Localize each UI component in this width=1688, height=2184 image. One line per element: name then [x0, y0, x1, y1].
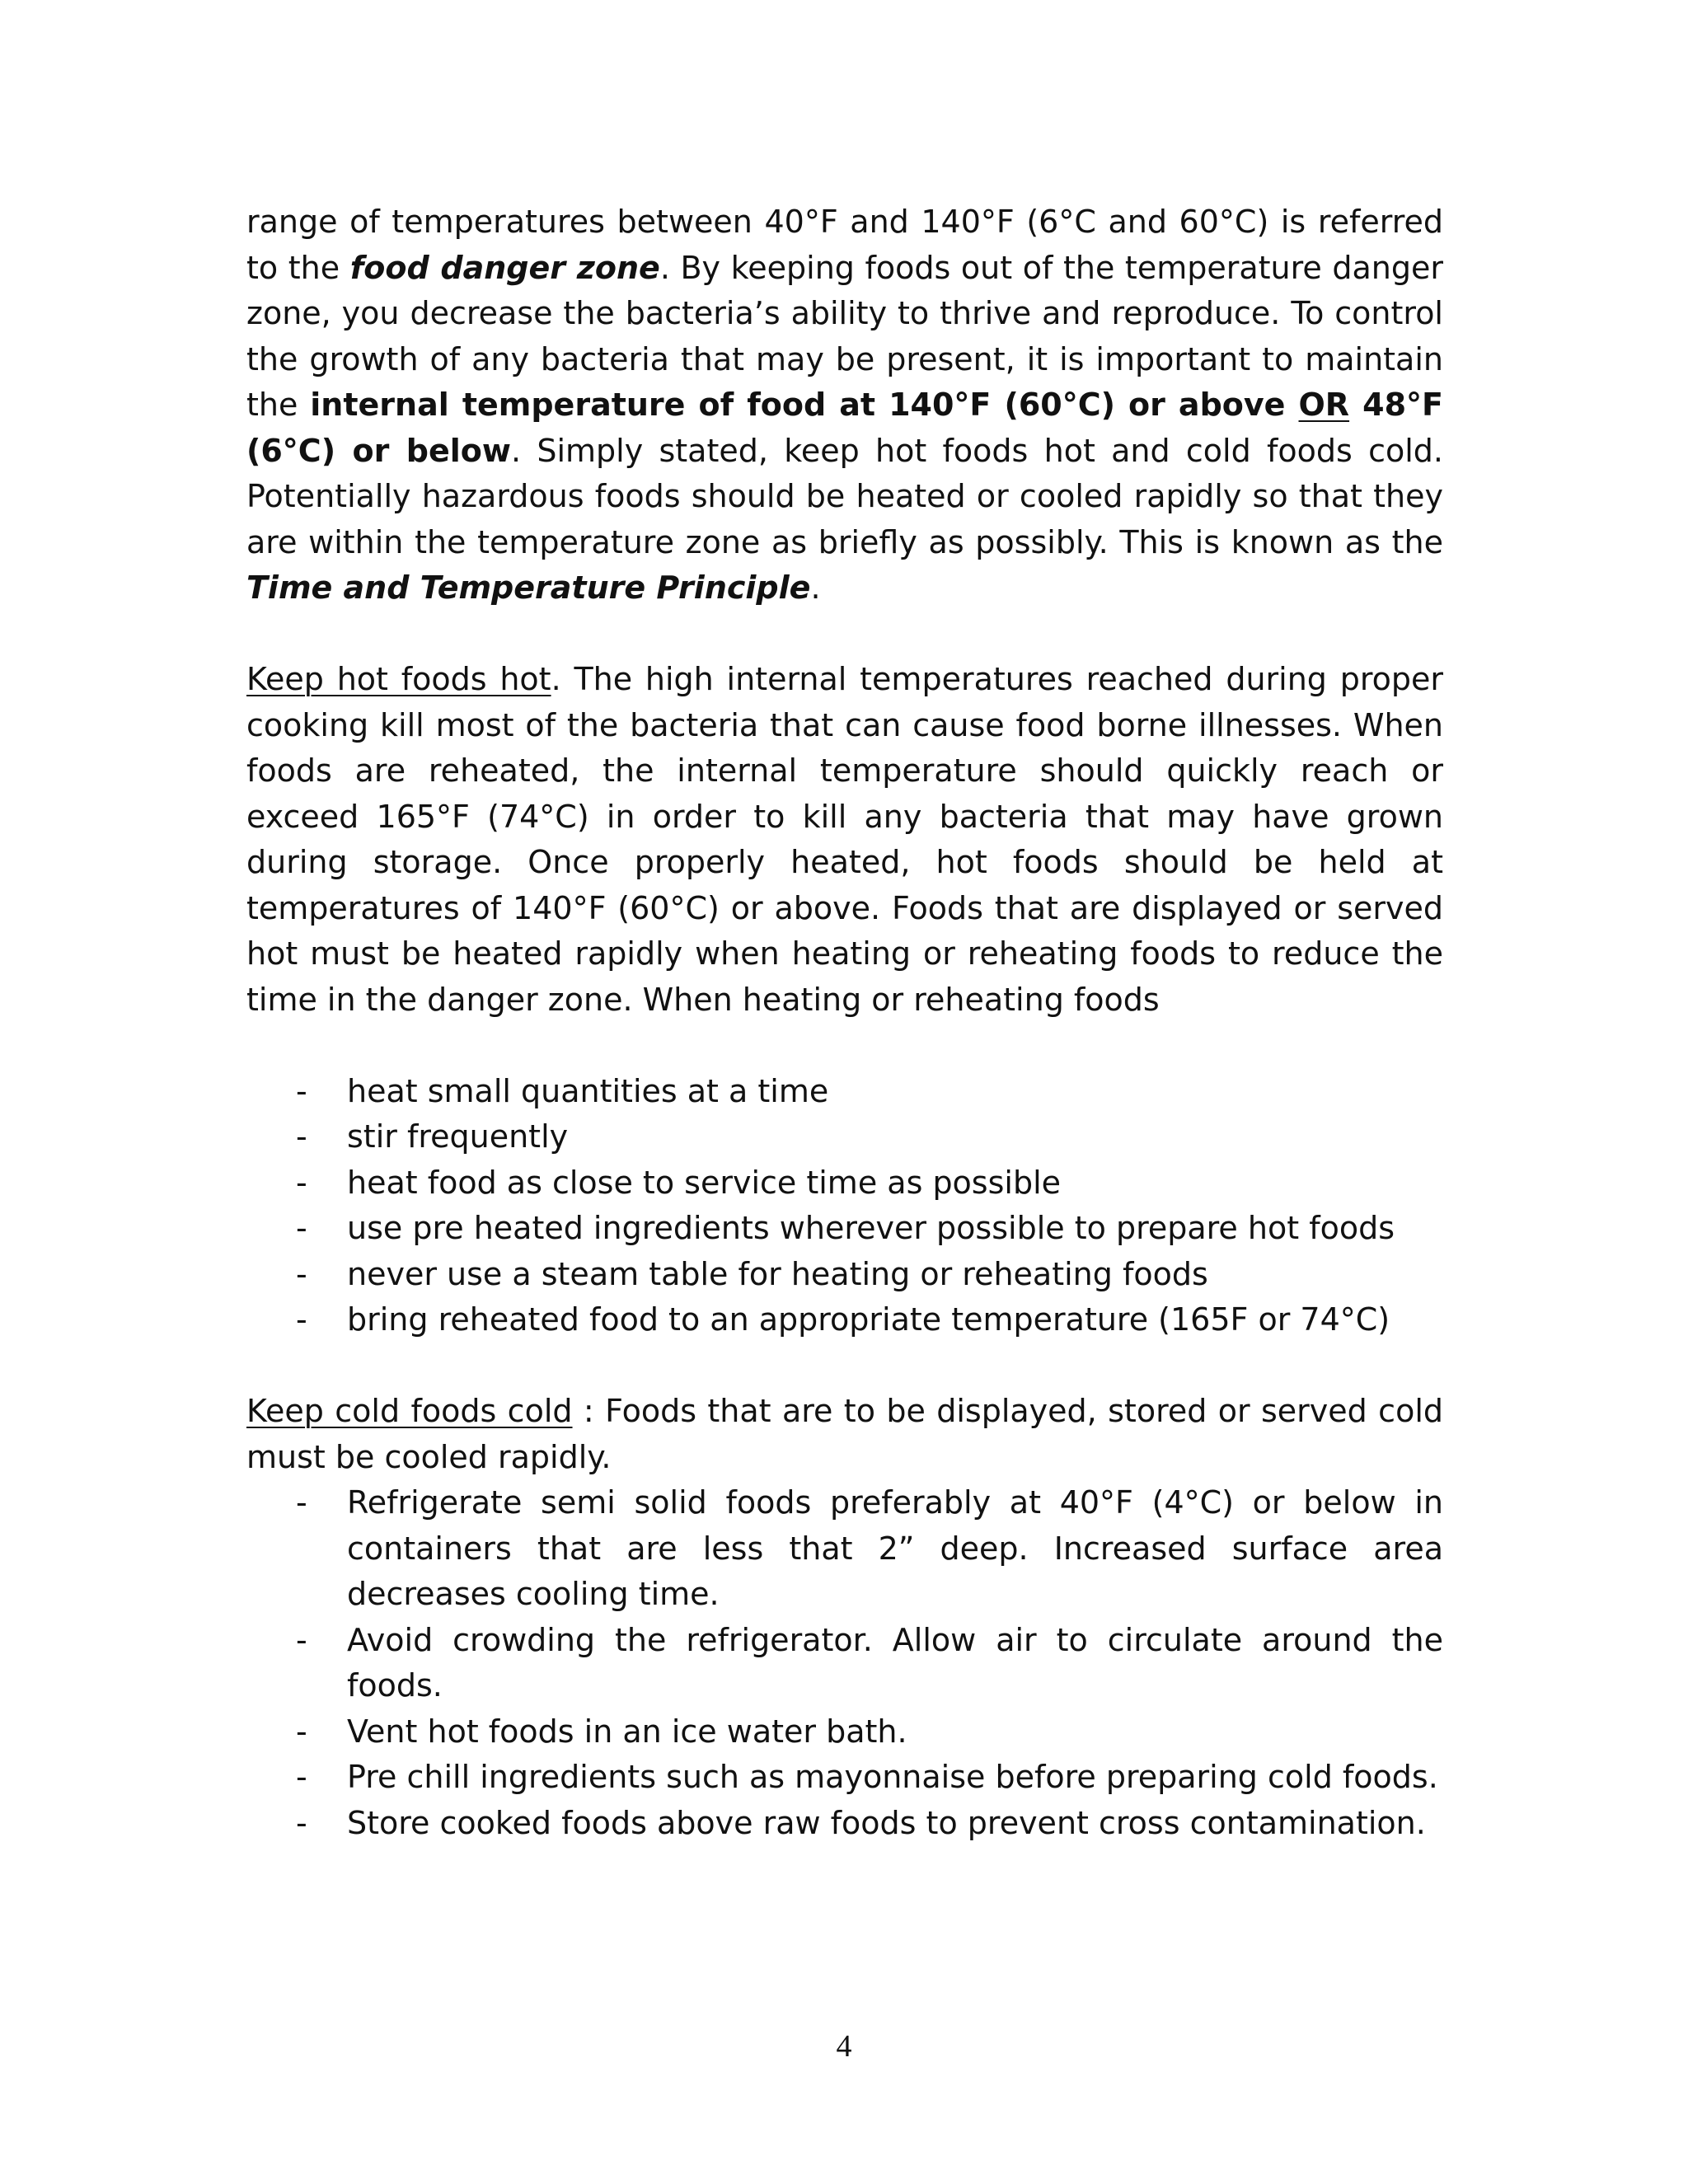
dash-bullet: - — [296, 1072, 307, 1109]
dash-bullet: - — [296, 1301, 307, 1338]
time-temperature-principle-term: Time and Temperature Principle — [246, 569, 811, 606]
intro-text: . — [810, 569, 821, 606]
list-item-text: heat food as close to service time as possible — [347, 1164, 1062, 1201]
list-item-text: Refrigerate semi solid foods preferably at 40°F (4°C) or below in containers that are less that 2” deep. Increased surface area decreases cooling time. — [347, 1484, 1443, 1612]
intro-text: range of temperatures between 40°F and 140°F (6°C and 60°C) is referred to the — [246, 204, 1443, 286]
intro-paragraph — [246, 199, 1443, 612]
hot-foods-paragraph — [246, 657, 1443, 1023]
list-item-text: Vent hot foods in an ice water bath. — [347, 1713, 907, 1750]
paragraph-gap — [246, 1023, 1443, 1069]
list-item-text: Pre chill ingredients such as mayonnaise before preparing cold foods. — [347, 1759, 1438, 1795]
hot-foods-list — [246, 1069, 1443, 1343]
paragraph-gap — [246, 612, 1443, 658]
dash-bullet: - — [296, 1759, 307, 1795]
list-item — [246, 1480, 1443, 1618]
document-body — [246, 199, 1443, 1846]
cold-foods-heading: Keep cold foods cold — [246, 1393, 573, 1429]
list-item-text: Store cooked foods above raw foods to prevent cross contamination. — [347, 1804, 1426, 1841]
dash-bullet: - — [296, 1804, 307, 1841]
intro-text: . Simply stated, keep hot foods hot and cold foods cold. Potentially hazardous foods should be heated or cooled rapidly so that they are within the temperature zone as briefly as possibly. This is known as the — [246, 432, 1443, 560]
list-item — [246, 1709, 1443, 1755]
or-underlined: OR — [1298, 387, 1350, 423]
list-item — [246, 1297, 1443, 1343]
dash-bullet: - — [296, 1164, 307, 1201]
list-item-text: never use a steam table for heating or reheating foods — [347, 1255, 1208, 1292]
internal-temperature-bold: internal temperature of food at 140°F (60°C) or above — [310, 387, 1299, 423]
hot-foods-heading: Keep hot foods hot — [246, 661, 551, 697]
cold-foods-paragraph — [246, 1389, 1443, 1480]
list-item — [246, 1069, 1443, 1115]
hot-foods-text: . The high internal temperatures reached during proper cooking kill most of the bacteria that can cause food borne illnesses. When foods are reheated, the internal temperature should quickly reach or exceed 165°F (74°C) in order to kill any bacteria that may have grown during storage. Once properly heated, hot foods should be held at temperatures of 140°F (60°C) or above. Foods that are displayed or served hot must be heated rapidly when heating or reheating foods to reduce the time in the danger zone. When heating or reheating foods — [246, 661, 1443, 1018]
food-danger-zone-term: food danger zone — [349, 249, 660, 286]
list-item — [246, 1206, 1443, 1252]
list-item — [246, 1114, 1443, 1160]
cold-foods-text: : Foods that are to be displayed, stored or served cold must be cooled rapidly. — [246, 1393, 1444, 1475]
list-item-text: stir frequently — [347, 1118, 569, 1155]
dash-bullet: - — [296, 1484, 307, 1521]
dash-bullet: - — [296, 1210, 307, 1246]
list-item — [246, 1801, 1443, 1847]
list-item-text: heat small quantities at a time — [347, 1072, 829, 1109]
list-item-text: Avoid crowding the refrigerator. Allow air to circulate around the foods. — [347, 1621, 1443, 1704]
list-item — [246, 1618, 1443, 1709]
list-item — [246, 1252, 1443, 1298]
list-item-text: use pre heated ingredients wherever possible to prepare hot foods — [347, 1210, 1395, 1246]
list-item — [246, 1160, 1443, 1207]
paragraph-gap — [246, 1343, 1443, 1390]
below-temperature-bold: 48°F (6°C) or below — [246, 387, 1443, 469]
dash-bullet: - — [296, 1255, 307, 1292]
page-number: 4 — [836, 2029, 852, 2064]
dash-bullet: - — [296, 1621, 307, 1658]
cold-foods-list — [246, 1480, 1443, 1846]
dash-bullet: - — [296, 1713, 307, 1750]
intro-text: . By keeping foods out of the temperature danger zone, you decrease the bacteria’s ability to thrive and reproduce. To control the growth of any bacteria that may be present, it is important to maintain the — [246, 249, 1443, 423]
list-item-text: bring reheated food to an appropriate temperature (165F or 74°C) — [347, 1301, 1390, 1338]
dash-bullet: - — [296, 1118, 307, 1155]
list-item — [246, 1755, 1443, 1801]
